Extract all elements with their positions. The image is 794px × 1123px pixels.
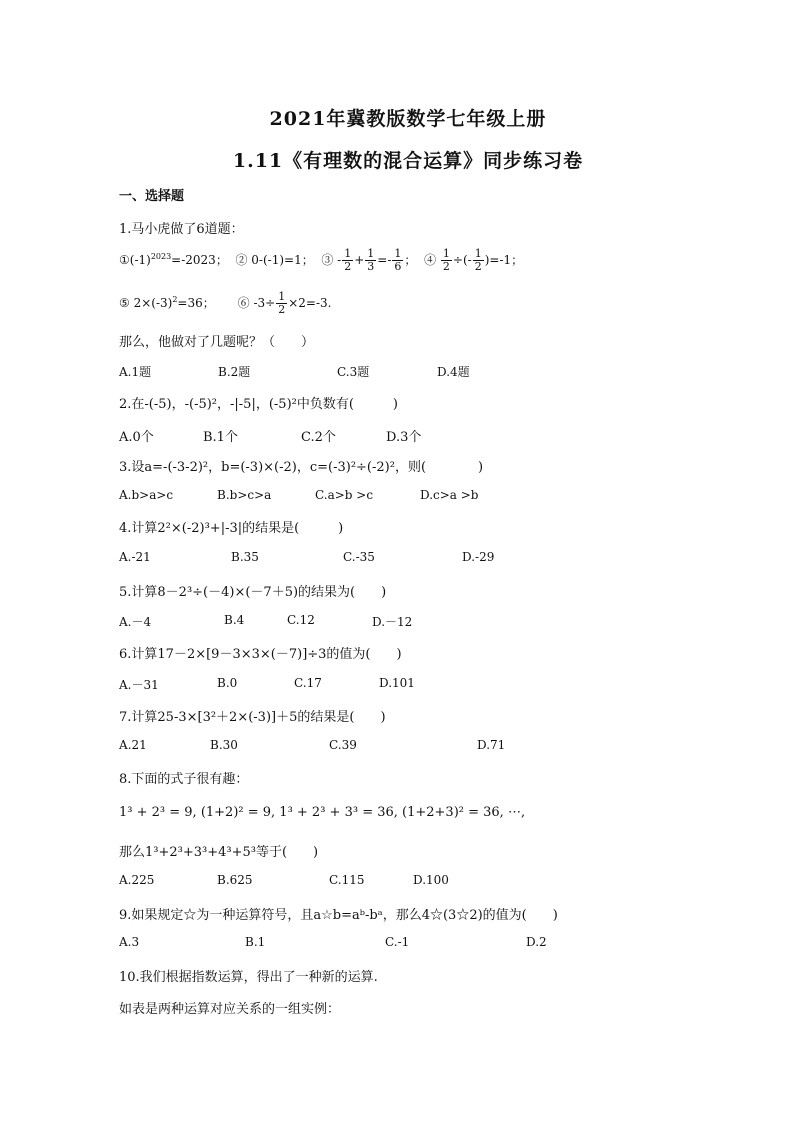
q9-stem: 9.如果规定☆为一种运算符号，且a☆b=aᵇ-bᵃ，那么4☆(3☆2)的值为( ) bbox=[119, 908, 558, 923]
q7-option-b[interactable]: B.30 bbox=[210, 738, 238, 752]
q9-option-b[interactable]: B.1 bbox=[245, 935, 266, 949]
q2-stem: 2.在-(-5)，-(-5)²，-|-5|，(-5)²中负数有( ) bbox=[119, 397, 398, 412]
q3-option-b[interactable]: B.b>c>a bbox=[217, 488, 272, 502]
q4-option-d[interactable]: D.-29 bbox=[462, 550, 495, 564]
q2-option-c[interactable]: C.2个 bbox=[301, 430, 336, 445]
q9-option-a[interactable]: A.3 bbox=[119, 935, 140, 949]
q1-item1: $①(-1)^{2023}=-2023$； bbox=[119, 252, 228, 267]
section-heading: 一、选择题 bbox=[119, 189, 185, 204]
q1-stem: 1.马小虎做了6道题： bbox=[119, 222, 244, 237]
q6-option-a[interactable]: A.－31 bbox=[119, 678, 159, 692]
q2-option-b[interactable]: B.1个 bbox=[203, 430, 238, 445]
q1-items-row2 bbox=[119, 291, 331, 316]
q5-option-c[interactable]: C.12 bbox=[287, 613, 315, 627]
q8-option-b[interactable]: B.625 bbox=[217, 873, 253, 887]
q5-option-b[interactable]: B.4 bbox=[224, 613, 245, 627]
q8-formula: 1³ + 2³ = 9, (1+2)² = 9, 1³ + 2³ + 3³ = 36, (1+2+3)² = 36, ⋯, bbox=[119, 805, 526, 820]
q7-option-a[interactable]: A.21 bbox=[119, 738, 147, 752]
q6-stem: 6.计算17－2×[9－3×3×(－7)]÷3的值为( ) bbox=[119, 647, 402, 662]
q7-stem: 7.计算25-3×[3²＋2×(-3)]＋5的结果是( ) bbox=[119, 710, 386, 725]
q1-option-c[interactable]: C.3题 bbox=[337, 365, 370, 379]
q3-option-a[interactable]: A.b>a>c bbox=[119, 488, 174, 502]
q8-question: 那么1³+2³+3³+4³+5³等于( ) bbox=[119, 845, 319, 860]
q6-option-d[interactable]: D.101 bbox=[379, 676, 415, 690]
q1-item4: ④ $\frac{1}{2}$ ÷(- $\frac{1}{2}$ )=-1； bbox=[424, 247, 524, 273]
q1-item3: ③ - $\frac{1}{2}$ + $\frac{1}{3}$ =- $\frac{1}{6}$ ； bbox=[321, 247, 417, 273]
q1-question: 那么，他做对了几题呢？（ ） bbox=[119, 335, 315, 350]
q4-stem: 4.计算2²×(-2)³+|-3|的结果是( ) bbox=[119, 521, 344, 536]
q3-option-d[interactable]: D.c>a >b bbox=[420, 488, 479, 502]
q9-option-d[interactable]: D.2 bbox=[526, 935, 547, 949]
q3-option-c[interactable]: C.a>b >c bbox=[315, 488, 374, 502]
q6-option-b[interactable]: B.0 bbox=[217, 676, 238, 690]
q10-stem: 10.我们根据指数运算，得出了一种新的运算. bbox=[119, 970, 378, 985]
q4-option-b[interactable]: B.35 bbox=[231, 550, 259, 564]
page-title: 2021年冀教版数学七年级上册 bbox=[269, 108, 547, 130]
q2-option-a[interactable]: A.0个 bbox=[119, 430, 154, 445]
q1-item6: ⑥ -3÷ $\frac{1}{2}$ ×2=-3. bbox=[237, 290, 332, 316]
q8-option-c[interactable]: C.115 bbox=[329, 873, 365, 887]
q2-option-d[interactable]: D.3个 bbox=[386, 430, 422, 445]
q1-items-row1 bbox=[119, 248, 523, 273]
q7-option-d[interactable]: D.71 bbox=[477, 738, 506, 752]
q1-item2: ② 0-(-1)=1； bbox=[235, 253, 314, 267]
q5-option-d[interactable]: D.－12 bbox=[372, 615, 413, 629]
q1-option-b[interactable]: B.2题 bbox=[218, 365, 251, 379]
q9-option-c[interactable]: C.-1 bbox=[385, 935, 410, 949]
q4-option-a[interactable]: A.-21 bbox=[119, 550, 151, 564]
q8-stem: 8.下面的式子很有趣： bbox=[119, 772, 249, 787]
q3-stem: 3.设a=-(-3-2)²，b=(-3)×(-2)，c=(-3)²÷(-2)²，则( ) bbox=[119, 460, 484, 475]
q10-line2: 如表是两种运算对应关系的一组实例： bbox=[119, 1002, 341, 1017]
page-subtitle: 1.11《有理数的混合运算》同步练习卷 bbox=[232, 150, 584, 172]
q5-option-a[interactable]: A.－4 bbox=[119, 615, 152, 629]
q1-item5: ⑤ $2\times(-3)^2=36$； bbox=[119, 295, 215, 310]
q7-option-c[interactable]: C.39 bbox=[329, 738, 357, 752]
q4-option-c[interactable]: C.-35 bbox=[343, 550, 375, 564]
q6-option-c[interactable]: C.17 bbox=[294, 676, 322, 690]
q1-option-d[interactable]: D.4题 bbox=[437, 365, 470, 379]
q5-stem: 5.计算8－2³÷(－4)×(－7＋5)的结果为( ) bbox=[119, 585, 387, 600]
q8-option-a[interactable]: A.225 bbox=[119, 873, 155, 887]
q1-option-a[interactable]: A.1题 bbox=[119, 365, 152, 379]
q8-option-d[interactable]: D.100 bbox=[413, 873, 449, 887]
